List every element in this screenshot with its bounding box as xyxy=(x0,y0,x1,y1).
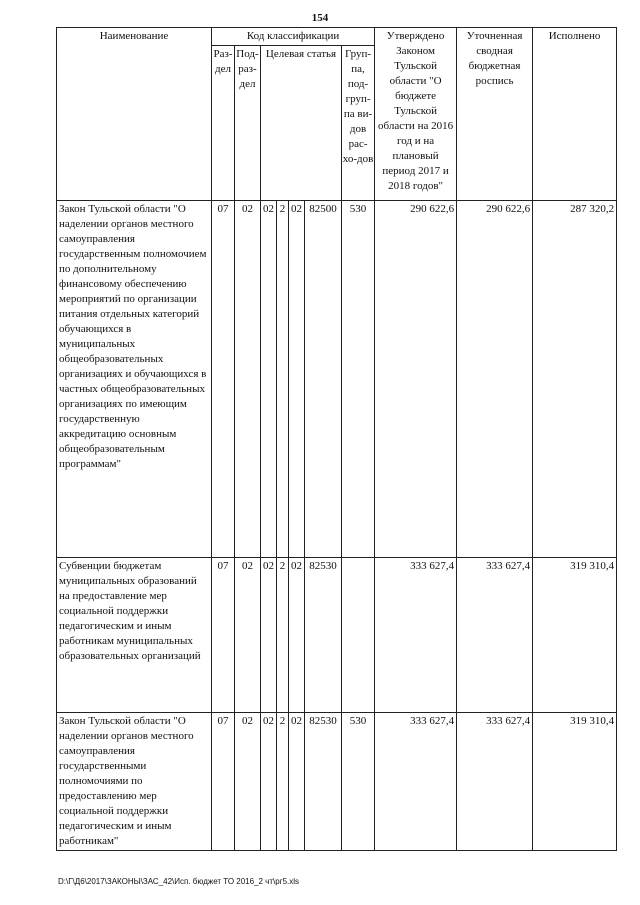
row-cs3: 02 xyxy=(289,713,305,851)
table-row xyxy=(57,201,617,558)
row-cs1: 02 xyxy=(261,713,277,851)
header-gruppa: Груп-па, под-груп-па ви-дов рас-хо-дов xyxy=(342,46,375,201)
row-cs4: 82530 xyxy=(305,558,342,713)
row-executed: 319 310,4 xyxy=(533,558,617,713)
row-razdel: 07 xyxy=(212,201,235,558)
row-cs3: 02 xyxy=(289,201,305,558)
row-name: Закон Тульской области "О наделении органов местного самоуправления государственным полномочием по дополнительному финансовому обеспечению мероприятий по организации питания отдельных категорий обучающихся в муниципальных общеобразовательных организациях и обучающихся в частных общеобразовательных организациях по имеющим государственную аккредитацию основным общеобразовательным программам" xyxy=(57,201,212,558)
row-executed: 319 310,4 xyxy=(533,713,617,851)
page-number: 154 xyxy=(311,12,329,24)
footer-file-path: D:\Г\Д6\2017\ЗАКОНЫ\ЗАС_42\Исп. бюджет ТО 2016_2 чт\рг5.xls xyxy=(58,877,300,886)
row-podrazdel: 02 xyxy=(235,713,261,851)
row-approved: 333 627,4 xyxy=(375,713,457,851)
row-refined: 290 622,6 xyxy=(457,201,533,558)
row-refined: 333 627,4 xyxy=(457,713,533,851)
row-name: Субвенции бюджетам муниципальных образований на предоставление мер социальной поддержки педагогическим и иным работникам муниципальных образовательных организаций xyxy=(57,558,212,713)
header-approved: Утверждено Законом Тульской области "О бюджете Тульской области на 2016 год и на плановый период 2017 и 2018 годов" xyxy=(375,28,457,201)
row-razdel: 07 xyxy=(212,558,235,713)
table-row xyxy=(57,558,617,713)
row-cs4: 82500 xyxy=(305,201,342,558)
row-cs2: 2 xyxy=(277,201,289,558)
row-approved: 290 622,6 xyxy=(375,201,457,558)
row-approved: 333 627,4 xyxy=(375,558,457,713)
row-cs2: 2 xyxy=(277,713,289,851)
row-razdel: 07 xyxy=(212,713,235,851)
row-gruppa: 530 xyxy=(342,201,375,558)
row-cs1: 02 xyxy=(261,558,277,713)
row-podrazdel: 02 xyxy=(235,558,261,713)
header-refined: Уточненная сводная бюджетная роспись xyxy=(457,28,533,201)
header-executed: Исполнено xyxy=(533,28,617,201)
row-gruppa: 530 xyxy=(342,713,375,851)
header-name: Наименование xyxy=(57,28,212,201)
budget-table xyxy=(56,27,617,851)
row-podrazdel: 02 xyxy=(235,201,261,558)
header-podrazdel: Под-раз-дел xyxy=(235,46,261,201)
row-cs2: 2 xyxy=(277,558,289,713)
row-refined: 333 627,4 xyxy=(457,558,533,713)
row-cs4: 82530 xyxy=(305,713,342,851)
header-code-group: Код классификации xyxy=(212,28,375,46)
row-name: Закон Тульской области "О наделении органов местного самоуправления государственными полномочиями по предоставлению мер социальной поддержки педагогическим и иным работникам" xyxy=(57,713,212,851)
header-celevaya: Целевая статья xyxy=(261,46,342,201)
row-executed: 287 320,2 xyxy=(533,201,617,558)
row-gruppa xyxy=(342,558,375,713)
row-cs1: 02 xyxy=(261,201,277,558)
table-row xyxy=(57,713,617,851)
row-cs3: 02 xyxy=(289,558,305,713)
header-razdel: Раз-дел xyxy=(212,46,235,201)
